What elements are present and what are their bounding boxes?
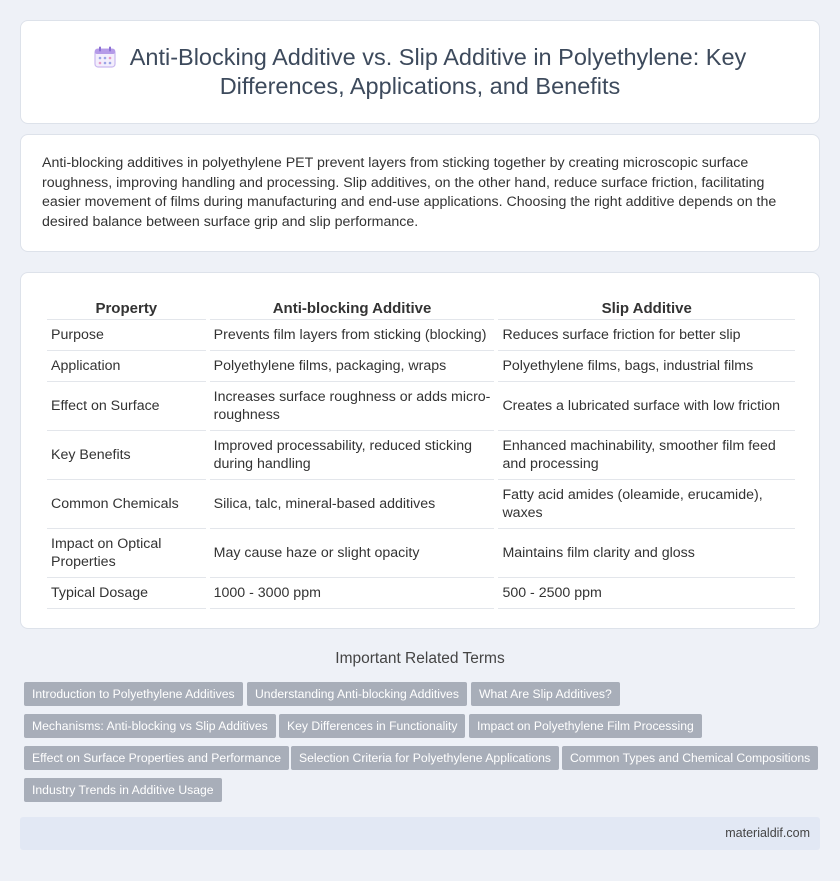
title-card bbox=[20, 20, 820, 124]
related-term-tag[interactable]: Common Types and Chemical Compositions bbox=[562, 746, 818, 770]
related-term-tag[interactable]: What Are Slip Additives? bbox=[471, 682, 620, 706]
anti-blocking-cell: Prevents film layers from sticking (blocking) bbox=[210, 320, 495, 351]
slip-cell: Fatty acid amides (oleamide, erucamide), waxes bbox=[498, 480, 795, 529]
related-term-tag[interactable]: Key Differences in Functionality bbox=[279, 714, 465, 738]
row-label: Purpose bbox=[47, 320, 206, 351]
row-label: Key Benefits bbox=[47, 431, 206, 480]
anti-blocking-cell: Polyethylene films, packaging, wraps bbox=[210, 351, 495, 382]
header-property: Property bbox=[47, 297, 206, 320]
row-label: Common Chemicals bbox=[47, 480, 206, 529]
table-header-row bbox=[47, 297, 795, 320]
anti-blocking-cell: Increases surface roughness or adds micro-roughness bbox=[210, 382, 495, 431]
page-title bbox=[51, 43, 789, 101]
header-anti-blocking: Anti-blocking Additive bbox=[210, 297, 495, 320]
row-label: Typical Dosage bbox=[47, 578, 206, 609]
related-term-tag[interactable]: Selection Criteria for Polyethylene Applications bbox=[291, 746, 559, 770]
related-term-tag[interactable]: Impact on Polyethylene Film Processing bbox=[469, 714, 702, 738]
title-wrap bbox=[51, 43, 789, 101]
anti-blocking-cell: Silica, talc, mineral-based additives bbox=[210, 480, 495, 529]
footer-site[interactable]: materialdif.com bbox=[725, 826, 810, 840]
related-term-tag[interactable]: Effect on Surface Properties and Performance bbox=[24, 746, 289, 770]
anti-blocking-cell: May cause haze or slight opacity bbox=[210, 529, 495, 578]
table-row bbox=[47, 431, 795, 480]
intro-paragraph: Anti-blocking additives in polyethylene PET prevent layers from sticking together by creating microscopic surface roughness, improving handling and processing. Slip additives, on the other hand, reduce surface friction, facilitating easier movement of films during manufacturing and end-use applications. Choosing the right additive depends on the desired balance between surface grip and slip performance. bbox=[42, 155, 777, 230]
calendar-icon bbox=[94, 46, 116, 68]
anti-blocking-cell: 1000 - 3000 ppm bbox=[210, 578, 495, 609]
comparison-table bbox=[43, 297, 799, 609]
table-row bbox=[47, 480, 795, 529]
intro-card bbox=[20, 134, 820, 252]
row-label: Effect on Surface bbox=[47, 382, 206, 431]
related-term-tag[interactable]: Introduction to Polyethylene Additives bbox=[24, 682, 243, 706]
anti-blocking-cell: Improved processability, reduced sticking during handling bbox=[210, 431, 495, 480]
slip-cell: Enhanced machinability, smoother film feed and processing bbox=[498, 431, 795, 480]
table-row bbox=[47, 382, 795, 431]
related-terms-heading: Important Related Terms bbox=[335, 650, 505, 667]
comparison-card bbox=[20, 272, 820, 629]
related-term-tag[interactable]: Industry Trends in Additive Usage bbox=[24, 778, 222, 802]
slip-cell: Polyethylene films, bags, industrial films bbox=[498, 351, 795, 382]
footer bbox=[20, 817, 820, 850]
slip-cell: 500 - 2500 ppm bbox=[498, 578, 795, 609]
table-row bbox=[47, 320, 795, 351]
table-row bbox=[47, 351, 795, 382]
header-slip: Slip Additive bbox=[498, 297, 795, 320]
related-term-tag[interactable]: Mechanisms: Anti-blocking vs Slip Additives bbox=[24, 714, 276, 738]
table-row bbox=[47, 578, 795, 609]
page-title-text: Anti-Blocking Additive vs. Slip Additive in Polyethylene: Key Differences, Applications, and Benefits bbox=[129, 44, 747, 99]
row-label: Application bbox=[47, 351, 206, 382]
slip-cell: Maintains film clarity and gloss bbox=[498, 529, 795, 578]
row-label: Impact on Optical Properties bbox=[47, 529, 206, 578]
related-term-tag[interactable]: Understanding Anti-blocking Additives bbox=[247, 682, 467, 706]
slip-cell: Creates a lubricated surface with low friction bbox=[498, 382, 795, 431]
table-row bbox=[47, 529, 795, 578]
slip-cell: Reduces surface friction for better slip bbox=[498, 320, 795, 351]
